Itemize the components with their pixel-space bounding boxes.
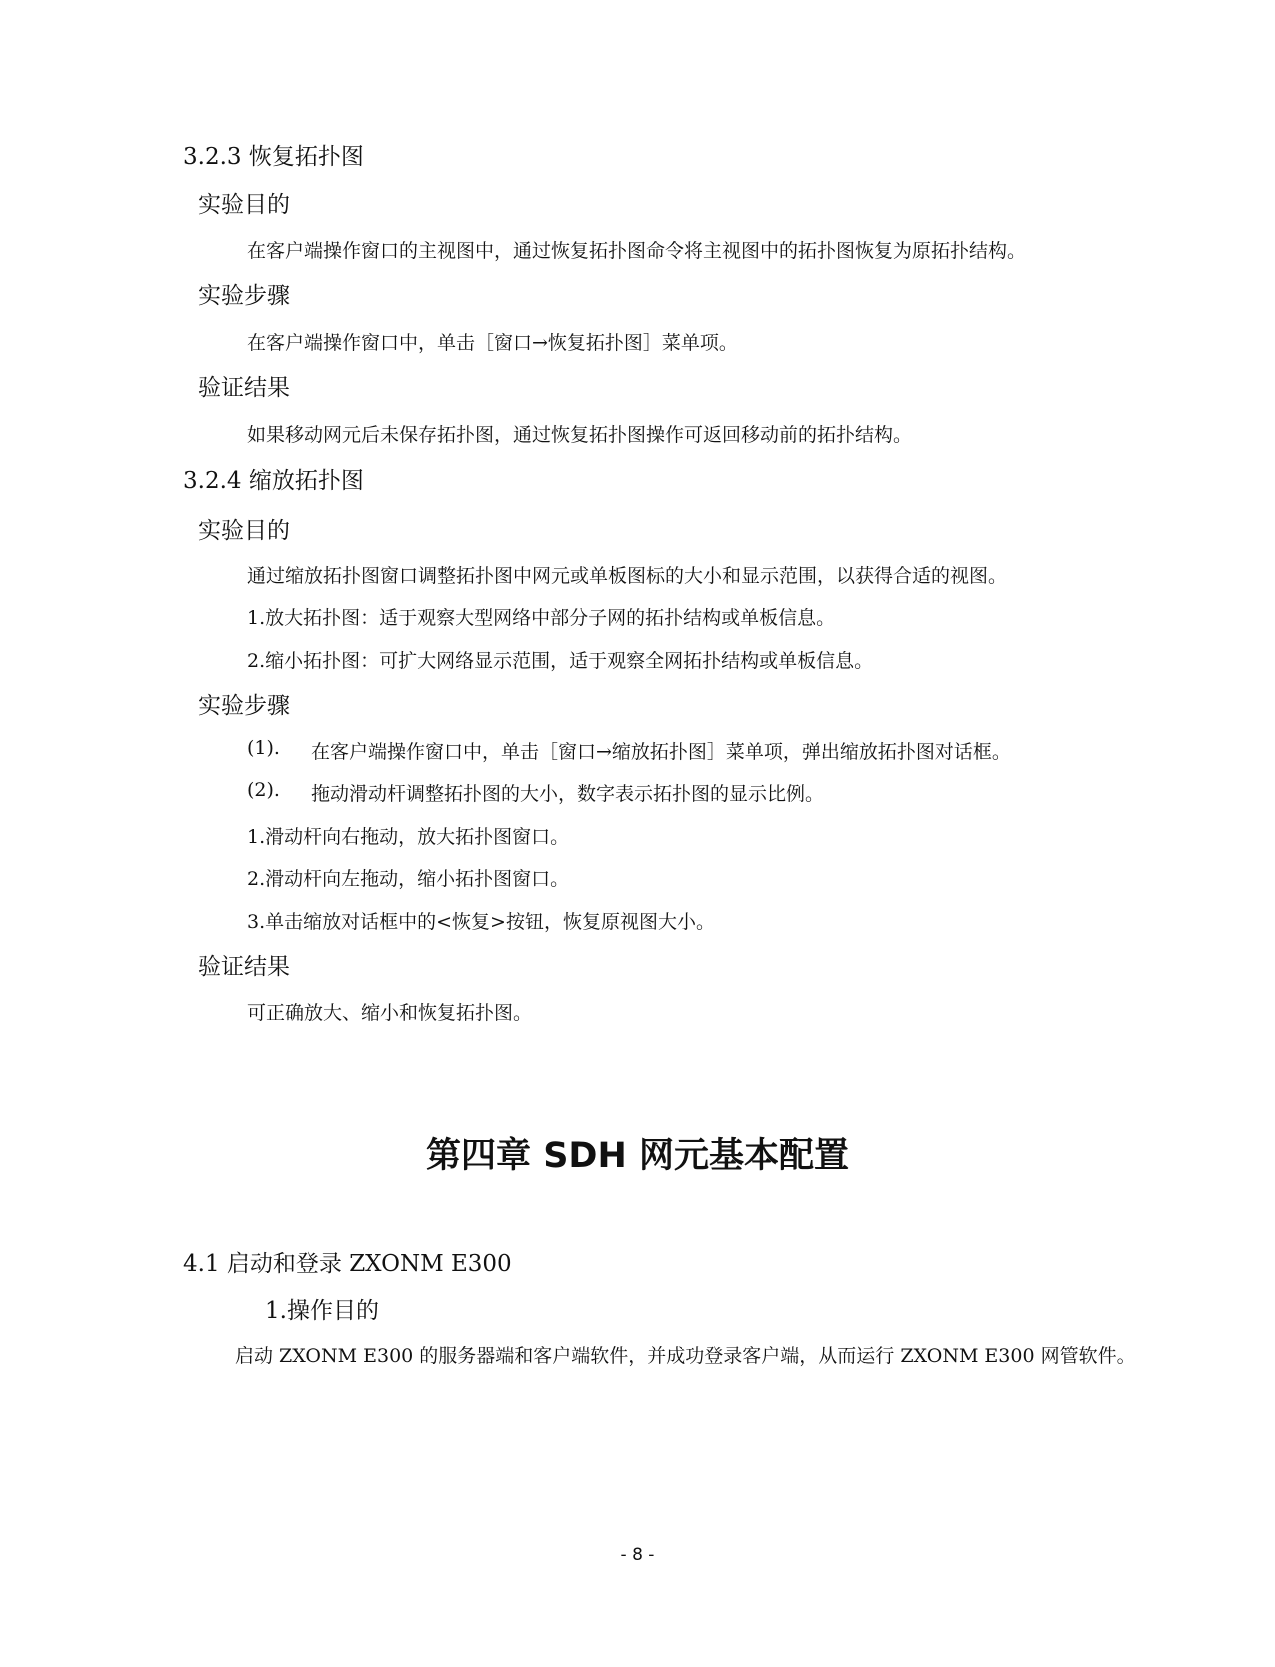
step-text: 拖动滑动杆调整拓扑图的大小，数字表示拓扑图的显示比例。 (311, 783, 825, 805)
result-text: 如果移动网元后未保存拓扑图，通过恢复拓扑图操作可返回移动前的拓扑结构。 (247, 424, 913, 446)
step-text: 在客户端操作窗口中，单击［窗口→缩放拓扑图］菜单项，弹出缩放拓扑图对话框。 (311, 741, 1011, 763)
result-title: 验证结果 (198, 375, 290, 401)
steps-title: 实验步骤 (198, 693, 290, 719)
purpose-title: 实验目的 (198, 192, 290, 218)
steps-title: 实验步骤 (198, 283, 290, 309)
section-heading-3-2-3: 3.2.3 恢复拓扑图 (183, 144, 364, 170)
result-title: 验证结果 (198, 954, 290, 980)
body-text: 启动 ZXONM E300 的服务器端和客户端软件，并成功登录客户端，从而运行 ZXONM E300 网管软件。 (235, 1345, 1136, 1367)
chapter-title: 第四章 SDH 网元基本配置 (426, 1136, 849, 1176)
steps-text: 在客户端操作窗口中，单击［窗口→恢复拓扑图］菜单项。 (247, 332, 738, 354)
list-item: 2.滑动杆向左拖动，缩小拓扑图窗口。 (247, 868, 570, 890)
step-number: (2). (247, 779, 280, 801)
purpose-text: 在客户端操作窗口的主视图中，通过恢复拓扑图命令将主视图中的拓扑图恢复为原拓扑结构。 (247, 240, 1027, 262)
purpose-title: 实验目的 (198, 518, 290, 544)
section-heading-3-2-4: 3.2.4 缩放拓扑图 (183, 468, 364, 494)
list-item: 3.单击缩放对话框中的<恢复>按钮，恢复原视图大小。 (247, 911, 715, 933)
purpose-text: 通过缩放拓扑图窗口调整拓扑图中网元或单板图标的大小和显示范围，以获得合适的视图。 (247, 565, 1008, 587)
result-text: 可正确放大、缩小和恢复拓扑图。 (247, 1002, 533, 1024)
page-number: - 8 - (620, 1545, 655, 1565)
section-heading-4-1: 4.1 启动和登录 ZXONM E300 (183, 1251, 512, 1277)
list-item: 1.放大拓扑图：适于观察大型网络中部分子网的拓扑结构或单板信息。 (247, 607, 836, 629)
list-item: 1.滑动杆向右拖动，放大拓扑图窗口。 (247, 826, 570, 848)
subsection-title: 1.操作目的 (265, 1298, 379, 1324)
step-number: (1). (247, 737, 280, 759)
list-item: 2.缩小拓扑图：可扩大网络显示范围，适于观察全网拓扑结构或单板信息。 (247, 650, 874, 672)
